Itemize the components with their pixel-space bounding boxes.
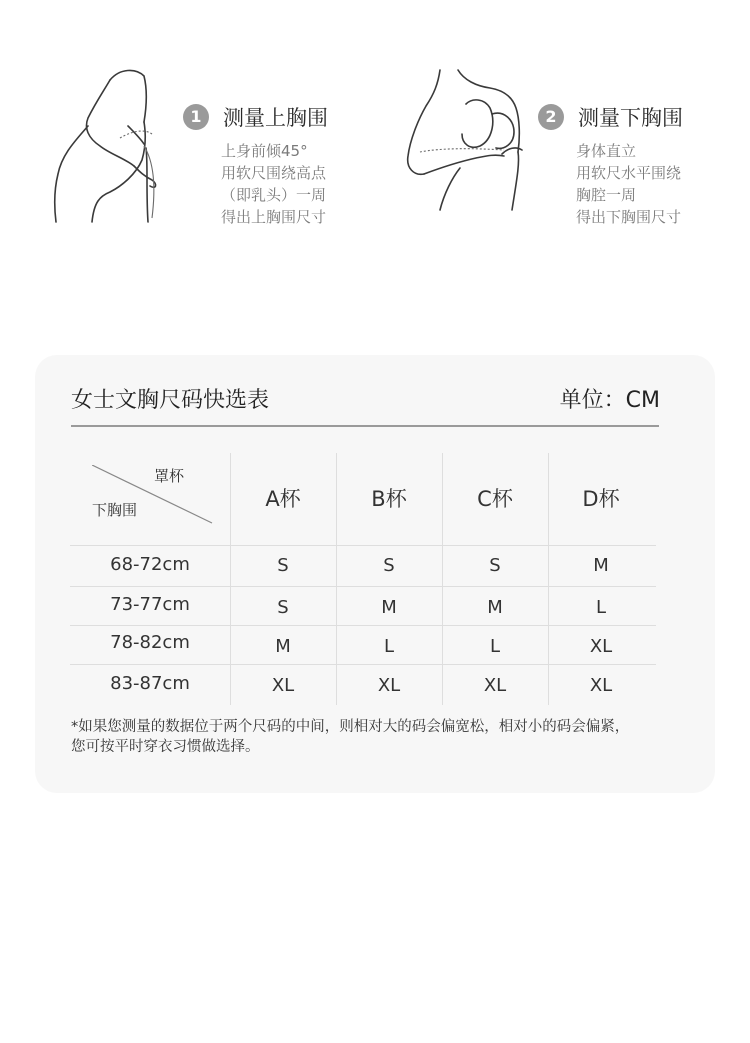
note-line: 您可按平时穿衣习惯做选择。 xyxy=(71,739,260,755)
size-cell: M xyxy=(593,555,609,576)
size-cell: S xyxy=(383,555,395,576)
lean-forward-illustration xyxy=(48,62,178,224)
chart-title: 女士文胸尺码快选表 xyxy=(71,388,270,413)
column-header: C杯 xyxy=(477,487,513,511)
unit-label: 单位：CM xyxy=(559,388,660,413)
row-divider xyxy=(70,586,656,587)
instruction-line: 用软尺围绕高点 xyxy=(221,164,327,182)
instruction-line: 得出下胸围尺寸 xyxy=(576,208,682,226)
size-chart-card xyxy=(35,355,715,793)
size-table xyxy=(70,453,656,705)
instruction-line: 用软尺水平围绕 xyxy=(576,164,682,182)
step-instructions xyxy=(576,140,681,228)
size-cell: L xyxy=(383,636,395,657)
size-cell: S xyxy=(277,597,289,618)
sizing-note xyxy=(71,717,701,757)
row-divider xyxy=(70,545,656,546)
corner-label-underbust: 下胸围 xyxy=(92,501,138,519)
column-header: B杯 xyxy=(371,487,407,511)
instruction-line: 得出上胸围尺寸 xyxy=(221,208,327,226)
row-divider xyxy=(70,664,656,665)
column-header: A杯 xyxy=(265,487,301,511)
corner-label-cup: 罩杯 xyxy=(154,467,185,485)
size-cell: XL xyxy=(377,675,401,696)
row-label: 78-82cm xyxy=(110,632,190,653)
row-label: 83-87cm xyxy=(110,673,190,694)
size-cell: M xyxy=(381,597,397,618)
row-label: 68-72cm xyxy=(110,554,190,575)
stand-upright-illustration xyxy=(400,64,530,214)
size-cell: S xyxy=(277,555,289,576)
step-number-badge: 1 xyxy=(183,104,209,130)
step-instructions xyxy=(221,140,326,228)
row-label: 73-77cm xyxy=(110,594,190,615)
step-title: 测量下胸围 xyxy=(578,106,683,130)
size-cell: M xyxy=(275,636,291,657)
step-number-badge: 2 xyxy=(538,104,564,130)
size-cell: L xyxy=(489,636,501,657)
instruction-line: 身体直立 xyxy=(576,142,637,160)
instruction-line: 上身前倾45° xyxy=(221,142,308,160)
size-cell: XL xyxy=(271,675,295,696)
title-divider xyxy=(71,425,659,427)
size-cell: L xyxy=(595,597,607,618)
size-cell: XL xyxy=(483,675,507,696)
row-divider xyxy=(70,625,656,626)
column-header: D杯 xyxy=(582,487,620,511)
instruction-line: （即乳头）一周 xyxy=(221,186,327,204)
note-line: *如果您测量的数据位于两个尺码的中间，则相对大的码会偏宽松，相对小的码会偏紧， xyxy=(71,719,630,735)
step-title: 测量上胸围 xyxy=(223,106,328,130)
size-cell: M xyxy=(487,597,503,618)
instruction-line: 胸腔一周 xyxy=(576,186,637,204)
size-cell: XL xyxy=(589,675,613,696)
size-cell: XL xyxy=(589,636,613,657)
size-cell: S xyxy=(489,555,501,576)
